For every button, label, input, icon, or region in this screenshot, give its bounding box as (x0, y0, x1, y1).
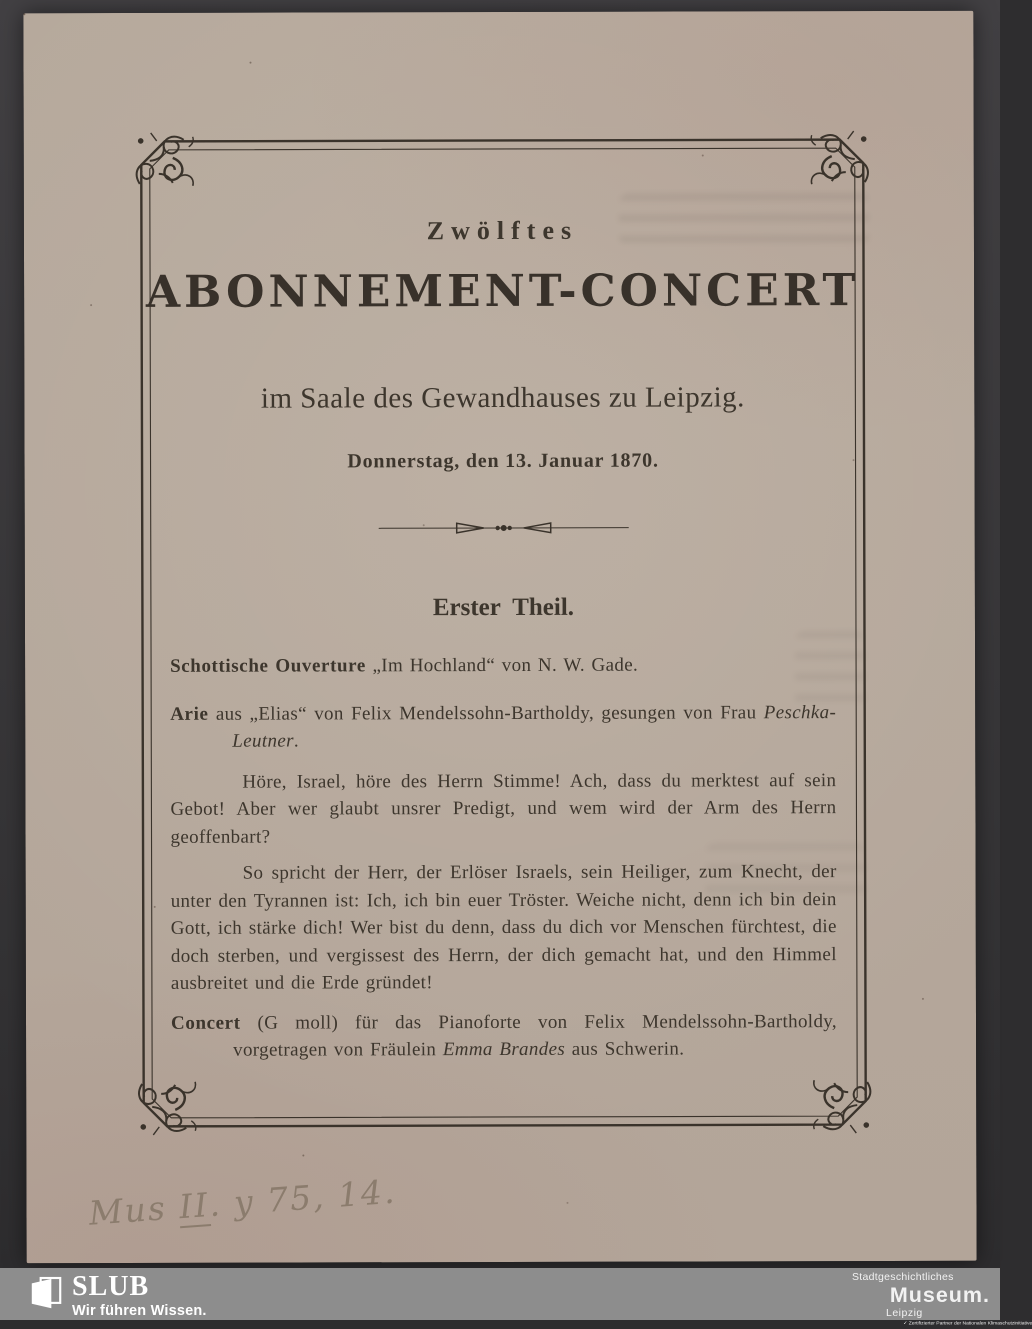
shelfmark-prefix: Mus (87, 1187, 181, 1233)
slub-wordmark-block (72, 1271, 207, 1319)
performer-name: Peschka-Leutner (232, 701, 837, 752)
branding-footer (0, 1268, 1032, 1326)
work-details: aus „Elias“ von Felix Mendelssohn-Bartholdy, gesungen von Frau (208, 701, 764, 725)
checkmark-icon: ✓ (903, 1319, 908, 1326)
slub-tagline: Wir führen Wissen. (72, 1303, 207, 1319)
divider-rule-icon (378, 520, 628, 537)
open-book-icon (30, 1276, 62, 1312)
program-list (170, 651, 837, 1064)
shelfmark-roman-numeral: II (177, 1185, 211, 1227)
work-title: Arie (170, 703, 209, 725)
work-title: Concert (170, 1012, 241, 1034)
work-details-tail: . (293, 730, 299, 752)
venue-line: im Saale des Gewandhauses zu Leipzig. (260, 381, 745, 415)
shelfmark-suffix: . y 75, 14. (207, 1171, 398, 1225)
museum-city-line: Leipzig (886, 1307, 923, 1319)
museum-wordmark: Museum. (889, 1282, 990, 1307)
work-details: „Im Hochland“ von N. W. Gade. (365, 654, 639, 677)
performer-name: Emma Brandes (442, 1038, 566, 1061)
aria-text-paragraph: So spricht der Herr, der Erlöser Israels, sein Heiliger, zum Knecht, der unter den Tyrannen ist: Ich, ich bin euer Tröster. Weiche nicht, denn ich bin dein Gott, ich stärke dich! Wer bist du denn, dass du dich vor Menschen fürchtest, die doch sterben, und vergissest des Herrn, der dich gemacht hat, und den Himmel ausbreitet und die Erde gründet! (170, 861, 837, 994)
certification-text: Zertifizierter Partner der Nationalen Klimaschutzinitiative (908, 1319, 1032, 1326)
work-title: Schottische Ouverture (170, 655, 366, 677)
museum-org-line: Stadtgeschichtliches (852, 1271, 954, 1283)
slub-logo (30, 1271, 207, 1319)
program-item-overture (170, 651, 836, 680)
museum-certification-line (903, 1319, 1032, 1326)
work-details: (G moll) für das Pianoforte von Felix Mendelssohn-Bartholdy, vorgetragen von Fräulein (233, 1010, 838, 1061)
museum-logo (850, 1271, 1032, 1329)
program-item-arie (170, 699, 836, 756)
date-line: Donnerstag, den 13. Januar 1870. (347, 449, 659, 473)
program-page (23, 11, 976, 1263)
aria-text-paragraph: Höre, Israel, höre des Herrn Stimme! Ach, dass du merktest auf sein Gebot! Aber wer glaubt unsrer Predigt, und wem wird der Arm des Herrn geoffenbart? (170, 769, 837, 848)
section-heading: Erster Theil. (432, 593, 575, 622)
handwritten-shelfmark (87, 1172, 397, 1233)
series-label: Zwölftes (426, 215, 579, 246)
program-item-concert (171, 1008, 837, 1065)
work-details-tail: aus Schwerin. (565, 1038, 685, 1060)
paper-specks (23, 13, 25, 15)
slub-wordmark: SLUB (72, 1271, 150, 1302)
ornamental-divider (140, 519, 867, 542)
page-title: ABONNEMENT-CONCERT (145, 265, 860, 318)
